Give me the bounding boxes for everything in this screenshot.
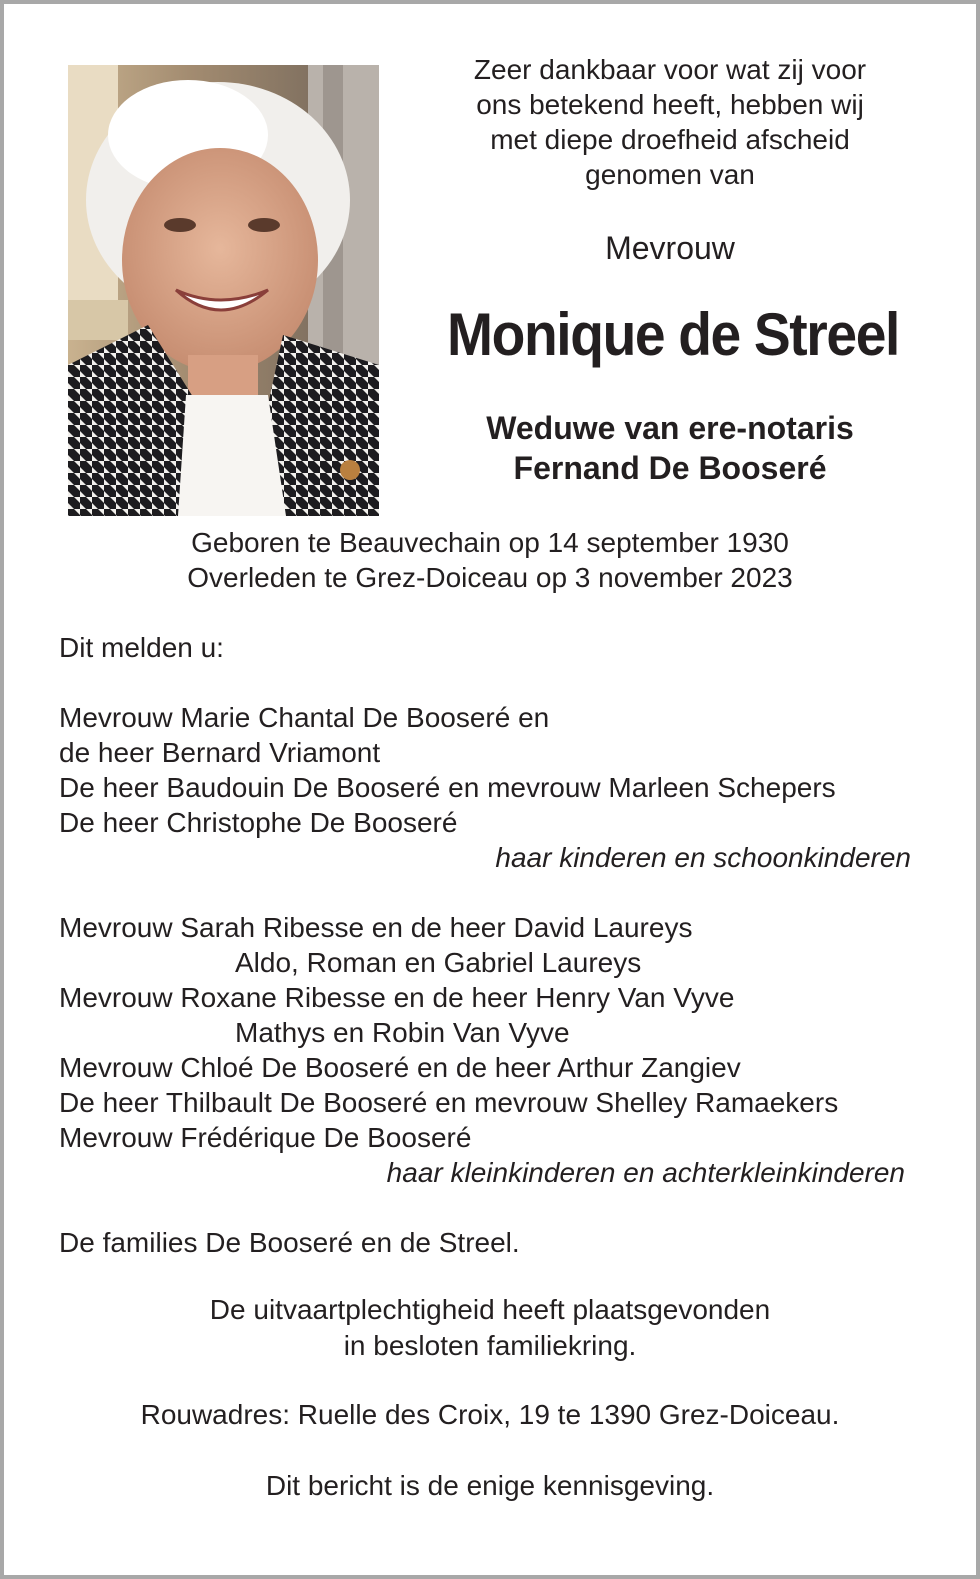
greatgrandchild-line: Aldo, Roman en Gabriel Laureys <box>235 947 642 978</box>
honorific: Mevrouw <box>605 230 735 266</box>
deceased-name: Monique de Streel <box>447 301 899 368</box>
widow-line: Weduwe van ere-notaris <box>486 410 854 446</box>
grandchild-line: Mevrouw Sarah Ribesse en de heer David Laureys <box>59 912 693 943</box>
greatgrandchild-line: Mathys en Robin Van Vyve <box>235 1017 570 1048</box>
intro-line: met diepe droefheid afscheid <box>490 124 850 155</box>
announce-line: Dit melden u: <box>59 632 224 663</box>
birth-date: Geboren te Beauvechain op 14 september 1930 <box>191 527 789 558</box>
grandchild-line: De heer Thilbault De Booseré en mevrouw Shelley Ramaekers <box>59 1087 839 1118</box>
intro-line: Zeer dankbaar voor wat zij voor <box>473 54 867 85</box>
spacer <box>59 665 919 700</box>
child-line: De heer Christophe De Booseré <box>59 807 458 838</box>
spacer <box>59 1190 919 1225</box>
intro-line: genomen van <box>585 159 755 190</box>
address-text <box>40 1397 940 1433</box>
intro-line: ons betekend heeft, hebben wij <box>476 89 864 120</box>
family-list <box>59 630 919 1260</box>
death-date: Overleden te Grez-Doiceau op 3 november 2023 <box>187 562 793 593</box>
widow-line: Fernand De Booseré <box>513 450 827 486</box>
life-dates <box>40 525 940 595</box>
portrait-photo <box>68 65 379 516</box>
grandchild-line: Mevrouw Chloé De Booseré en de heer Arthur Zangiev <box>59 1052 741 1083</box>
notice-line: Dit bericht is de enige kennisgeving. <box>265 1470 715 1501</box>
spacer <box>59 875 919 910</box>
ceremony-line: in besloten familiekring. <box>343 1330 637 1361</box>
child-line: de heer Bernard Vriamont <box>59 737 381 768</box>
child-line: Mevrouw Marie Chantal De Booseré en <box>59 702 550 733</box>
widow-of <box>420 408 920 488</box>
ceremony-line: De uitvaartplechtigheid heeft plaatsgevonden <box>209 1294 771 1325</box>
grandchild-line: Mevrouw Roxane Ribesse en de heer Henry Van Vyve <box>59 982 735 1013</box>
intro-text <box>420 52 920 192</box>
child-line: De heer Baudouin De Booseré en mevrouw Marleen Schepers <box>59 772 836 803</box>
grandchildren-caption: haar kleinkinderen en achterkleinkinderen <box>386 1157 905 1188</box>
notice-text <box>40 1468 940 1504</box>
families-line: De families De Booseré en de Streel. <box>59 1227 520 1258</box>
address-line: Rouwadres: Ruelle des Croix, 19 te 1390 Grez-Doiceau. <box>140 1399 840 1430</box>
children-caption: haar kinderen en schoonkinderen <box>495 842 911 873</box>
ceremony-text <box>40 1292 940 1364</box>
grandchild-line: Mevrouw Frédérique De Booseré <box>59 1122 472 1153</box>
